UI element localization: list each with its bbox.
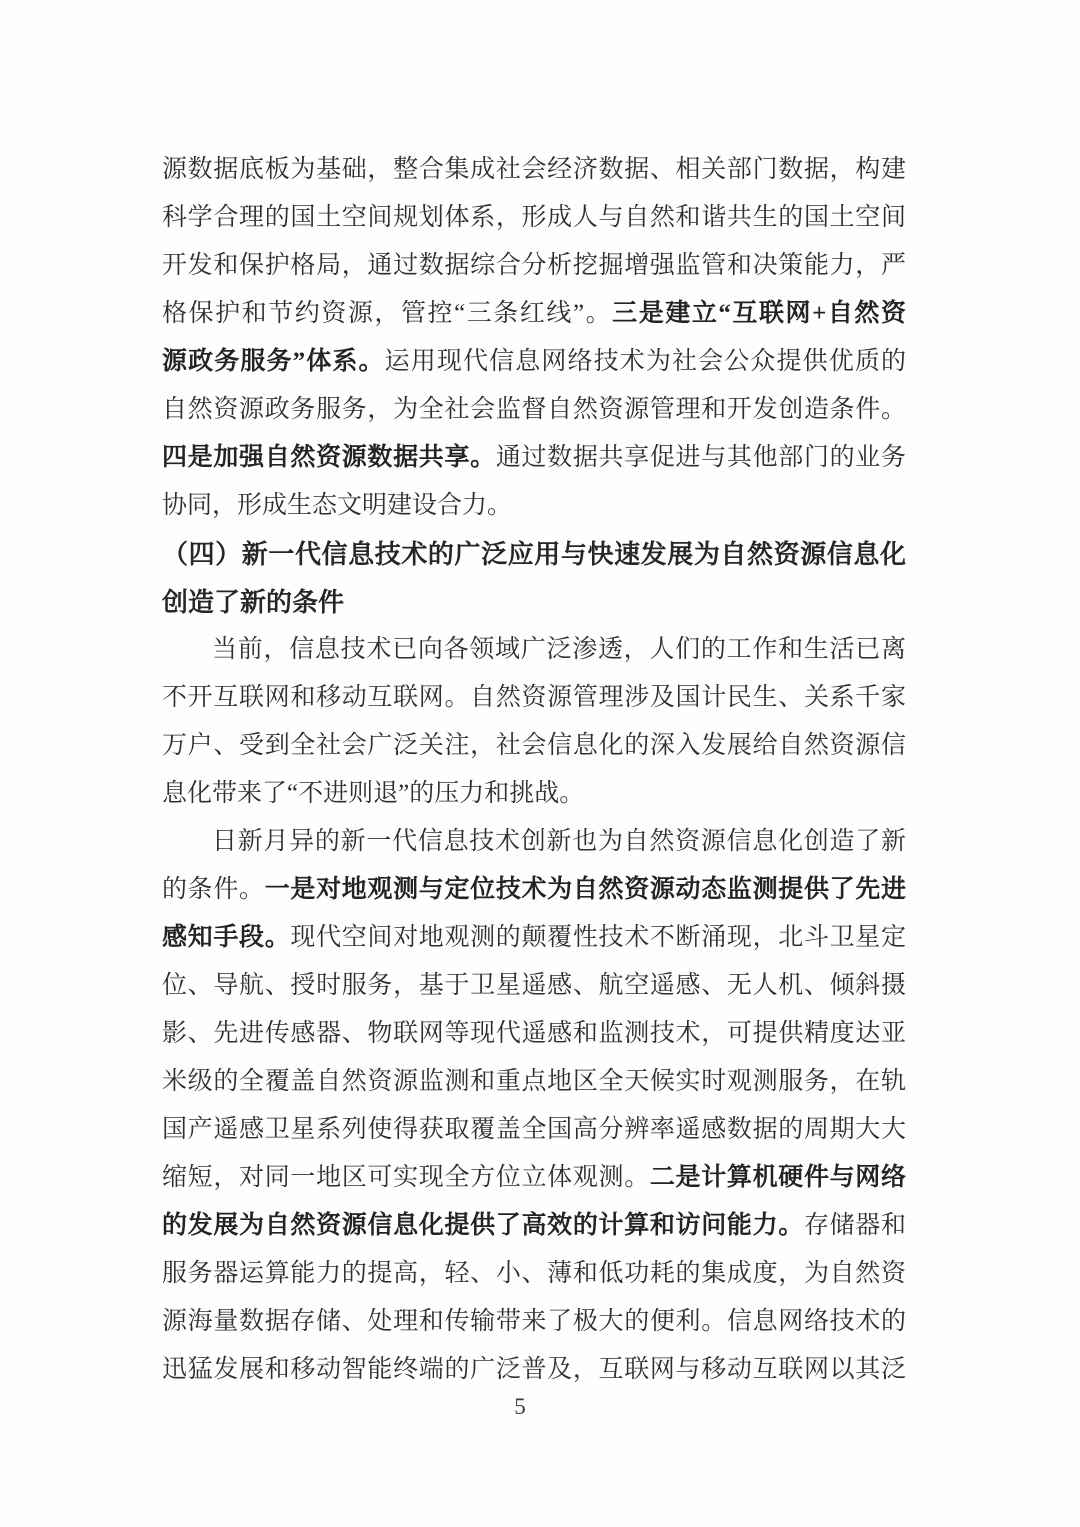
bold-text-run: 二是计算机硬件与网络: [649, 1164, 906, 1191]
text-run: 创造了新的条件: [162, 587, 345, 617]
text-run: 通过数据共享促进与其他部门的业务: [495, 444, 906, 471]
text-run: 迅猛发展和移动智能终端的广泛普及，互联网与移动互联网以其泛: [162, 1356, 906, 1383]
page-number: 5: [514, 1394, 526, 1419]
text-line: [162, 674, 906, 722]
text-run: 位、导航、授时服务，基于卫星遥感、航空遥感、无人机、倾斜摄: [162, 972, 906, 999]
text-run: 协同，形成生态文明建设合力。: [162, 492, 513, 519]
text-run: 服务器运算能力的提高，轻、小、薄和低功耗的集成度，为自然资: [162, 1260, 906, 1287]
text-run: 米级的全覆盖自然资源监测和重点地区全天候实时观测服务，在轨: [162, 1068, 906, 1095]
text-run: 科学合理的国土空间规划体系，形成人与自然和谐共生的国土空间: [162, 204, 906, 231]
text-run: 影、先进传感器、物联网等现代遥感和监测技术，可提供精度达亚: [162, 1020, 906, 1047]
text-run: 格保护和节约资源，管控“三条红线”。: [162, 300, 613, 327]
text-run: 源海量数据存储、处理和传输带来了极大的便利。信息网络技术的: [162, 1308, 906, 1335]
text-line: [162, 770, 906, 818]
text-line: [162, 818, 906, 866]
bold-text-run: 三是建立“互联网+自然资: [612, 300, 906, 327]
text-line: [162, 1298, 906, 1346]
text-line: [162, 1202, 906, 1250]
text-run: 万户、受到全社会广泛关注，社会信息化的深入发展给自然资源信: [162, 732, 906, 759]
text-line: [162, 242, 906, 290]
text-run: 不开互联网和移动互联网。自然资源管理涉及国计民生、关系千家: [162, 684, 906, 711]
text-run: 源数据底板为基础，整合集成社会经济数据、相关部门数据，构建: [162, 156, 906, 183]
text-line: [162, 1346, 906, 1394]
text-run: 息化带来了“不进则退”的压力和挑战。: [162, 780, 585, 807]
bold-text-run: 四是加强自然资源数据共享。: [162, 444, 496, 471]
text-line: [162, 1154, 906, 1202]
bold-text-run: 源政务服务”体系。: [162, 348, 385, 375]
text-line: [162, 1250, 906, 1298]
text-line: [162, 914, 906, 962]
text-run: 现代空间对地观测的颠覆性技术不断涌现，北斗卫星定: [290, 924, 906, 951]
text-run: 日新月异的新一代信息技术创新也为自然资源信息化创造了新: [212, 828, 906, 855]
text-line: [162, 866, 906, 914]
bold-text-run: 一是对地观测与定位技术为自然资源动态监测提供了先进: [264, 876, 906, 903]
text-line: [162, 194, 906, 242]
text-run: （四）新一代信息技术的广泛应用与快速发展为自然资源信息化: [162, 539, 906, 569]
text-line: [162, 338, 906, 386]
text-line: [162, 962, 906, 1010]
text-run: 运用现代信息网络技术为社会公众提供优质的: [384, 348, 906, 375]
text-line: [162, 626, 906, 674]
bold-text-run: 的发展为自然资源信息化提供了高效的计算和访问能力。: [162, 1212, 804, 1239]
text-run: 自然资源政务服务，为全社会监督自然资源管理和开发创造条件。: [162, 396, 906, 423]
heading-line: [162, 578, 906, 626]
text-run: 缩短，对同一地区可实现全方位立体观测。: [162, 1164, 650, 1191]
text-line: [162, 1010, 906, 1058]
text-line: [162, 290, 906, 338]
text-run: 的条件。: [162, 876, 265, 903]
text-line: [162, 1058, 906, 1106]
text-run: 当前，信息技术已向各领域广泛渗透，人们的工作和生活已离: [212, 636, 906, 663]
text-line: [162, 386, 906, 434]
heading-line: [162, 530, 906, 578]
text-line: [162, 1106, 906, 1154]
text-run: 存储器和: [803, 1212, 906, 1239]
text-run: 国产遥感卫星系列使得获取覆盖全国高分辨率遥感数据的周期大大: [162, 1116, 906, 1143]
document-body: [162, 146, 906, 1394]
text-line: [162, 434, 906, 482]
bold-text-run: 感知手段。: [162, 924, 291, 951]
text-run: 开发和保护格局，通过数据综合分析挖掘增强监管和决策能力，严: [162, 252, 906, 279]
text-line: [162, 482, 906, 530]
text-line: [162, 146, 906, 194]
text-line: [162, 722, 906, 770]
